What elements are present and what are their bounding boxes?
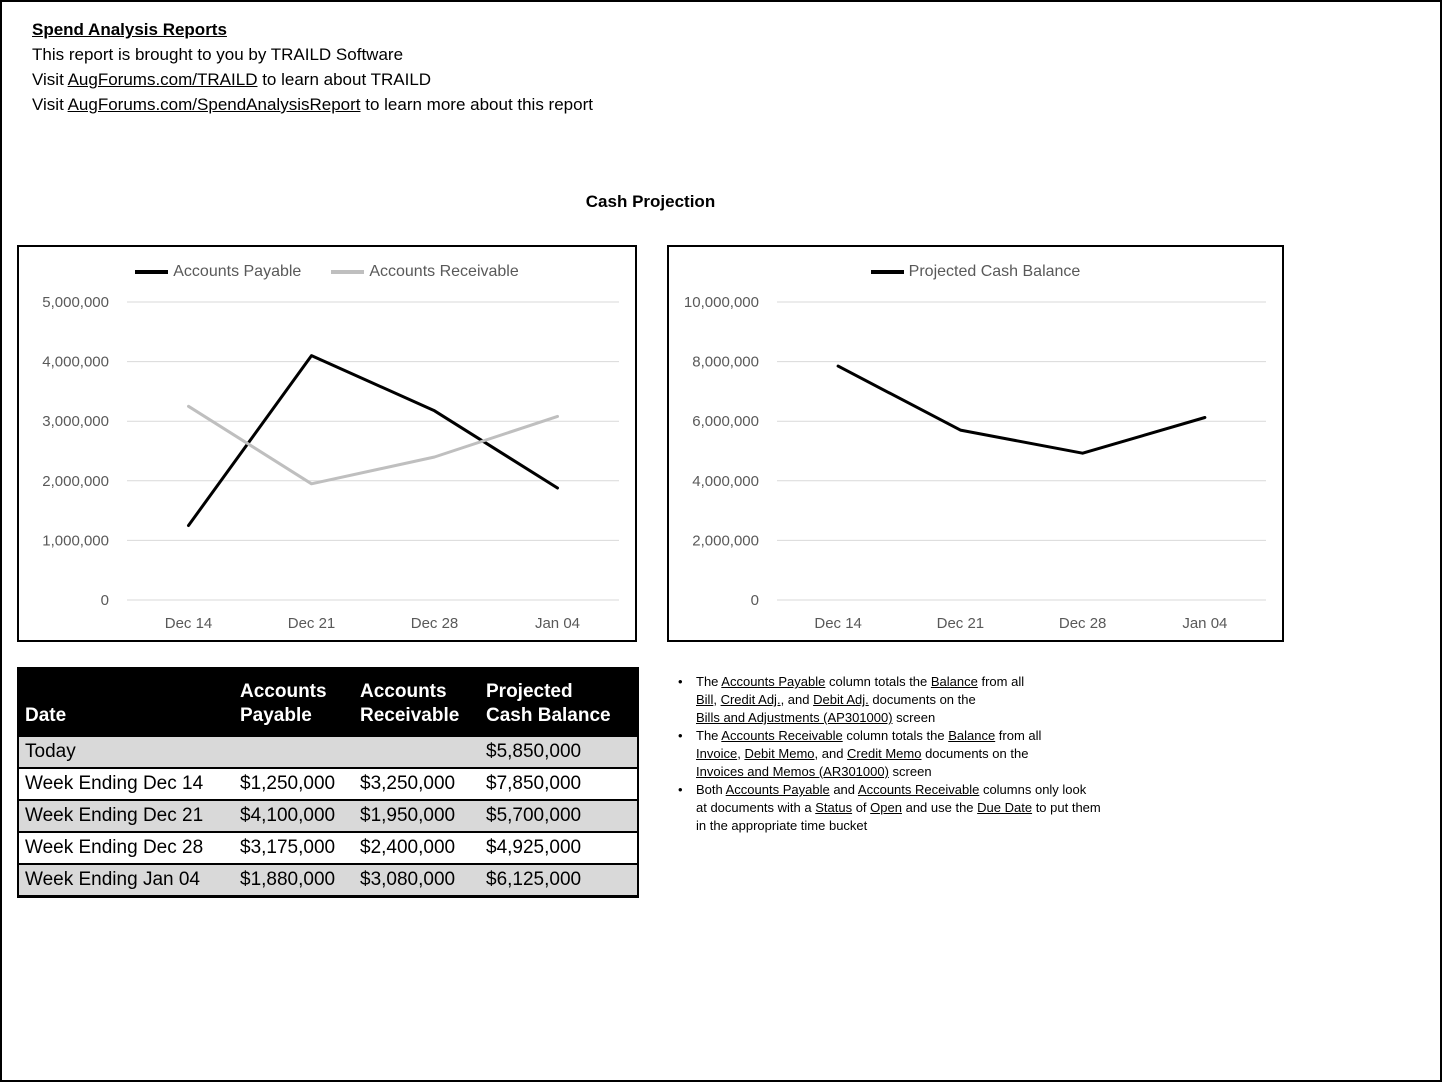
hyperlink[interactable]: AugForums.com/SpendAnalysisReport xyxy=(67,95,361,114)
note-item xyxy=(678,673,1178,727)
column-header-line: Date xyxy=(25,705,67,726)
column-header-projected-cash-balance xyxy=(480,668,638,736)
projected-cash-balance-chart xyxy=(667,245,1284,642)
text-segment: Visit xyxy=(32,70,68,89)
underlined-term: Open xyxy=(870,800,902,815)
column-header-line: Projected xyxy=(486,681,573,702)
y-axis-label: 4,000,000 xyxy=(692,472,759,490)
table-cell: Week Ending Dec 21 xyxy=(18,800,234,832)
y-axis-label: 4,000,000 xyxy=(42,353,109,371)
bullet-icon: • xyxy=(678,728,683,743)
underlined-term: Invoices and Memos (AR301000) xyxy=(696,764,889,779)
text-segment: and use the xyxy=(901,800,978,815)
underlined-term: Bills and Adjustments (AP301000) xyxy=(696,710,893,725)
x-axis-label: Jan 04 xyxy=(534,615,581,632)
text-segment: Both xyxy=(696,782,726,797)
text-segment: from all xyxy=(977,674,1025,689)
y-axis-label: 10,000,000 xyxy=(683,294,759,311)
underlined-term: Accounts Payable xyxy=(725,782,830,797)
y-axis-label: 2,000,000 xyxy=(42,472,109,490)
x-axis-label: Jan 04 xyxy=(1182,615,1228,632)
table-cell: $1,880,000 xyxy=(234,864,354,896)
hyperlink[interactable]: AugForums.com/TRAILD xyxy=(67,70,258,89)
underlined-term: Status xyxy=(815,800,853,815)
column-header-accounts-receivable xyxy=(354,668,480,736)
table-cell: Week Ending Dec 14 xyxy=(18,768,234,800)
column-header-line: Receivable xyxy=(360,705,460,726)
text-segment: Visit xyxy=(32,95,68,114)
bullet-icon: • xyxy=(678,674,683,689)
note-text xyxy=(696,727,1178,781)
column-header-line: Accounts xyxy=(360,681,447,702)
text-segment: in the appropriate time bucket xyxy=(696,818,868,833)
text-segment: to learn more about this report xyxy=(360,95,593,114)
column-header-line: Accounts xyxy=(240,681,327,702)
text-segment: column totals the xyxy=(825,674,931,689)
legend-label: Accounts Payable xyxy=(173,263,302,280)
text-segment: , and xyxy=(814,746,848,761)
report-header xyxy=(32,17,593,117)
table-cell: $4,100,000 xyxy=(234,800,354,832)
text-segment: and xyxy=(829,782,858,797)
table-cell: $7,850,000 xyxy=(480,768,638,800)
legend-label: Accounts Receivable xyxy=(369,263,519,280)
table-cell: $4,925,000 xyxy=(480,832,638,864)
report-title: Spend Analysis Reports xyxy=(32,20,227,39)
text-segment: columns only look xyxy=(979,782,1087,797)
table-cell: $3,175,000 xyxy=(234,832,354,864)
underlined-term: Credit Adj. xyxy=(720,692,781,707)
text-segment: at documents with a xyxy=(696,800,816,815)
y-axis-label: 2,000,000 xyxy=(692,532,759,550)
table-header-row xyxy=(18,668,638,736)
table-cell: $6,125,000 xyxy=(480,864,638,896)
text-segment: column totals the xyxy=(842,728,949,743)
text-segment: , xyxy=(713,692,721,707)
underlined-term: Credit Memo xyxy=(847,746,922,761)
cash-projection-table xyxy=(17,667,639,898)
text-segment: to put them xyxy=(1032,800,1101,815)
y-axis-label: 0 xyxy=(100,592,109,609)
text-segment: of xyxy=(852,800,871,815)
x-axis-label: Dec 28 xyxy=(410,615,459,632)
underlined-term: Accounts Receivable xyxy=(721,728,843,743)
table-cell: $5,700,000 xyxy=(480,800,638,832)
y-axis-label: 8,000,000 xyxy=(692,353,759,371)
chart-canvas xyxy=(669,247,1282,640)
table-row xyxy=(18,800,638,832)
text-segment: screen xyxy=(888,764,932,779)
text-segment: to learn about TRAILD xyxy=(257,70,432,89)
table-row xyxy=(18,832,638,864)
table-row xyxy=(18,736,638,768)
underlined-term: Balance xyxy=(948,728,996,743)
y-axis-label: 0 xyxy=(750,592,759,609)
table-cell: Week Ending Jan 04 xyxy=(18,864,234,896)
note-text xyxy=(696,673,1178,727)
text-segment: This report is brought to you by TRAILD Software xyxy=(32,45,404,64)
x-axis-label: Dec 21 xyxy=(287,615,336,632)
y-axis-label: 3,000,000 xyxy=(42,413,109,431)
note-text xyxy=(696,781,1178,835)
series-line-projected-cash-balance xyxy=(838,366,1205,453)
column-header-accounts-payable xyxy=(234,668,354,736)
section-title: Cash Projection xyxy=(585,192,716,211)
table-cell: $1,950,000 xyxy=(354,800,480,832)
text-segment: documents on the xyxy=(921,746,1029,761)
table-row xyxy=(18,768,638,800)
report-link-line-traild xyxy=(32,67,593,92)
underlined-term: Due Date xyxy=(977,800,1033,815)
text-segment: The xyxy=(696,728,722,743)
text-segment: , and xyxy=(780,692,814,707)
x-axis-label: Dec 21 xyxy=(936,615,985,632)
table-cell: Week Ending Dec 28 xyxy=(18,832,234,864)
x-axis-label: Dec 28 xyxy=(1058,615,1107,632)
legend-label: Projected Cash Balance xyxy=(908,263,1081,280)
table-cell: $1,250,000 xyxy=(234,768,354,800)
text-segment: documents on the xyxy=(868,692,976,707)
column-header-line: Cash Balance xyxy=(486,705,611,726)
underlined-term: Debit Memo xyxy=(744,746,815,761)
y-axis-label: 5,000,000 xyxy=(42,294,109,311)
table-cell: $5,850,000 xyxy=(480,736,638,768)
table-cell: $3,250,000 xyxy=(354,768,480,800)
table-cell: $2,400,000 xyxy=(354,832,480,864)
note-item xyxy=(678,781,1178,835)
series-line-accounts-receivable xyxy=(189,406,558,484)
chart-canvas xyxy=(19,247,635,640)
x-axis-label: Dec 14 xyxy=(164,615,213,632)
note-item xyxy=(678,727,1178,781)
report-subtitle xyxy=(32,42,593,67)
bullet-icon: • xyxy=(678,782,683,797)
table-row xyxy=(18,864,638,896)
x-axis-label: Dec 14 xyxy=(814,615,862,632)
underlined-term: Bill xyxy=(696,692,714,707)
text-segment: , xyxy=(737,746,745,761)
table-cell xyxy=(354,736,480,768)
table-body xyxy=(18,736,638,896)
table-cell: Today xyxy=(18,736,234,768)
table-cell: $3,080,000 xyxy=(354,864,480,896)
underlined-term: Invoice xyxy=(696,746,738,761)
underlined-term: Accounts Payable xyxy=(721,674,826,689)
underlined-term: Accounts Receivable xyxy=(857,782,980,797)
underlined-term: Balance xyxy=(930,674,978,689)
text-segment: screen xyxy=(892,710,936,725)
underlined-term: Debit Adj. xyxy=(813,692,869,707)
table-cell xyxy=(234,736,354,768)
column-header-date xyxy=(18,668,234,736)
accounts-payable-receivable-chart xyxy=(17,245,637,642)
text-segment: The xyxy=(696,674,722,689)
report-link-line-spend-analysis xyxy=(32,92,593,117)
y-axis-label: 1,000,000 xyxy=(42,532,109,550)
notes-list xyxy=(678,673,1178,835)
y-axis-label: 6,000,000 xyxy=(692,413,759,431)
column-header-line: Payable xyxy=(240,705,312,726)
text-segment: from all xyxy=(995,728,1042,743)
